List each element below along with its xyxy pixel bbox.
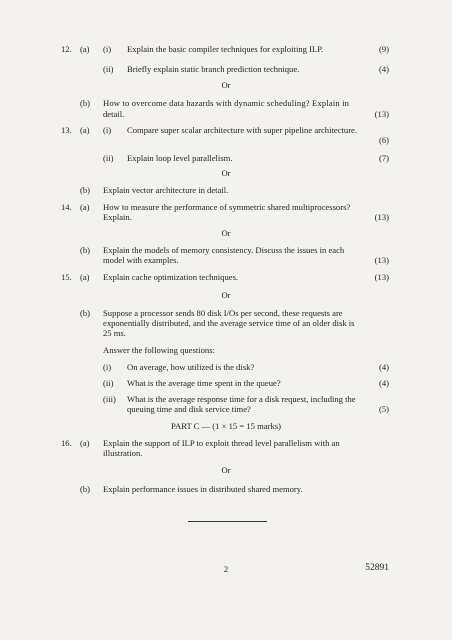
q12a-i-label: (i)	[103, 44, 112, 54]
q15b-prompt: Answer the following questions:	[103, 345, 215, 355]
q15b-text-line2: exponentially distributed, and the average service time of an older disk is	[103, 318, 355, 328]
q12a-label: (a)	[80, 44, 90, 54]
q15b-label: (b)	[80, 308, 91, 318]
q15b-ii-text: What is the average time spent in the queue?	[127, 378, 281, 388]
or-separator: Or	[221, 290, 231, 300]
q13a-i-text: Compare super scalar architecture with super pipeline architecture.	[127, 125, 358, 135]
q15b-ii-marks: (4)	[378, 378, 389, 388]
q13a-label: (a)	[80, 125, 90, 135]
q16b-label: (b)	[80, 484, 91, 494]
q15b-iii-marks: (5)	[378, 404, 389, 414]
end-rule	[188, 521, 267, 522]
q12a-i-marks: (9)	[378, 44, 389, 54]
q15-number: 15.	[61, 272, 72, 282]
q15a-marks: (13)	[374, 272, 389, 282]
q12a-i-text: Explain the basic compiler techniques for exploiting ILP.	[127, 44, 324, 54]
q15b-i-marks: (4)	[378, 362, 389, 372]
q15b-i-label: (i)	[103, 362, 112, 372]
q12a-ii-text: Briefly explain static branch prediction technique.	[127, 64, 300, 74]
q13a-i-label: (i)	[103, 125, 112, 135]
q15b-iii-text-line2: queuing time and disk service time?	[127, 404, 251, 414]
question-paper-code: 52891	[365, 563, 389, 573]
q13a-ii-label: (ii)	[103, 153, 114, 163]
page-number: 2	[223, 564, 229, 574]
q14a-text-line2: Explain.	[103, 212, 132, 222]
q15a-text: Explain cache optimization techniques.	[103, 272, 239, 282]
q14b-text-line1: Explain the models of memory consistency. Discuss the issues in each	[103, 245, 345, 255]
q13a-ii-marks: (7)	[378, 153, 389, 163]
q12a-ii-label: (ii)	[103, 64, 114, 74]
q13a-ii-text: Explain loop level parallelism.	[127, 153, 233, 163]
q14b-marks: (13)	[374, 255, 389, 265]
or-separator: Or	[221, 228, 231, 238]
q16a-text-line2: illustration.	[103, 448, 143, 458]
q12b-marks: (13)	[374, 109, 389, 119]
q14a-text-line1: How to measure the performance of symmetric shared multiprocessors?	[103, 202, 351, 212]
q14a-marks: (13)	[374, 212, 389, 222]
q15b-ii-label: (ii)	[103, 378, 114, 388]
or-separator: Or	[221, 168, 231, 178]
q12-number: 12.	[61, 44, 72, 54]
q14a-label: (a)	[80, 202, 90, 212]
part-c-heading: PART C — (1 × 15 = 15 marks)	[171, 421, 281, 431]
q15b-iii-label: (iii)	[103, 394, 116, 404]
q13a-i-marks: (6)	[378, 135, 389, 145]
q16a-label: (a)	[80, 438, 90, 448]
q15b-text-line3: 25 ms.	[103, 328, 126, 338]
q14b-label: (b)	[80, 245, 91, 255]
q16b-text: Explain performance issues in distributed shared memory.	[103, 484, 303, 494]
q15b-text-line1: Suppose a processor sends 80 disk I/Os per second, these requests are	[103, 308, 343, 318]
q16a-text-line1: Explain the support of ILP to exploit thread level parallelism with an	[103, 438, 340, 448]
q12b-text-line1: How to overcome data hazards with dynamic scheduling? Explain in	[103, 98, 350, 108]
q15b-iii-text-line1: What is the average response time for a disk request, including the	[127, 394, 356, 404]
q14b-text-line2: model with examples.	[103, 255, 179, 265]
q13-number: 13.	[61, 125, 72, 135]
q15a-label: (a)	[80, 272, 90, 282]
q12b-label: (b)	[80, 98, 91, 108]
q13b-text: Explain vector architecture in detail.	[103, 185, 229, 195]
q12a-ii-marks: (4)	[378, 64, 389, 74]
q13b-label: (b)	[80, 185, 91, 195]
or-separator: Or	[221, 80, 231, 90]
q14-number: 14.	[61, 202, 72, 212]
q12b-text-line2: detail.	[103, 109, 125, 119]
or-separator: Or	[221, 465, 231, 475]
q16-number: 16.	[61, 438, 72, 448]
q15b-i-text: On average, how utilized is the disk?	[127, 362, 255, 372]
